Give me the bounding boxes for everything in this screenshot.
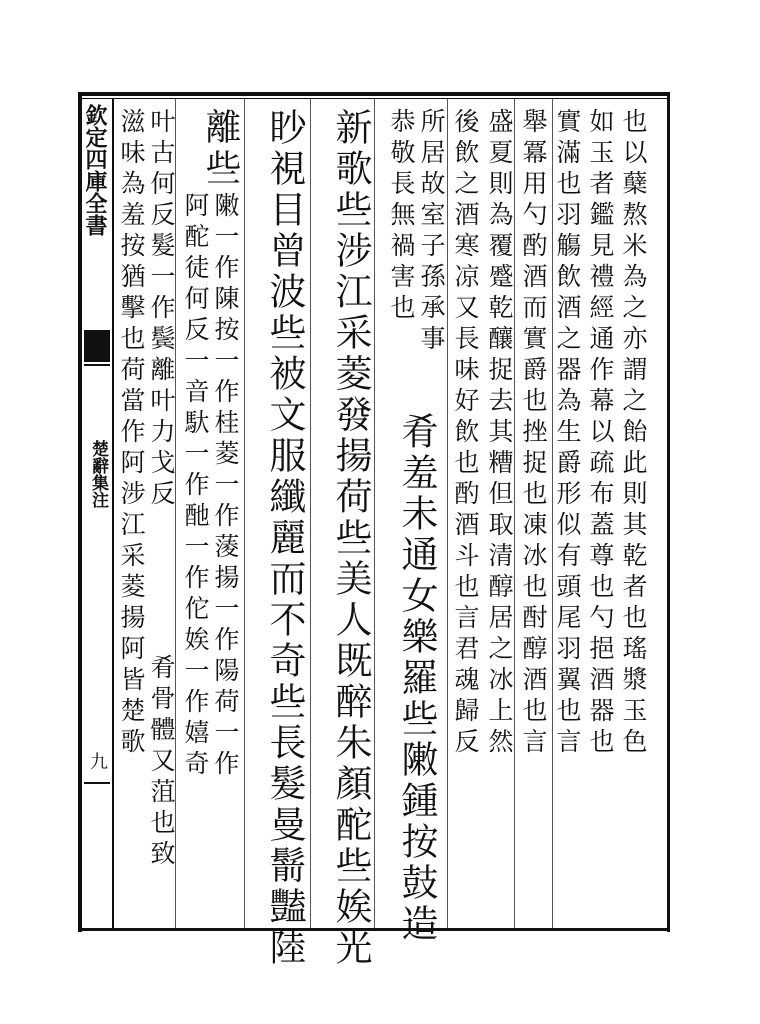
fishtail-line [84,364,110,366]
book-title: 楚辭集注 [88,440,108,508]
column-rule [514,99,515,928]
text-column-11: 眇視目曾波些被文服纖麗而不奇些長髮曼鬋豔陸 [263,108,306,969]
text-column-14: 阿酡徒何反一音馱一作酏一作佗娭一作嬉奇 [181,192,210,781]
text-column-16: 肴骨體又菹也致 [147,654,176,871]
text-column-5: 盛夏則為覆蹙乾釀捉去其糟但取清醇居之冰上然 [485,108,514,759]
text-column-3: 實滿也羽觴飲酒之器為生爵形似有頭尾羽翼也言 [553,108,582,759]
text-column-2: 如玉者鑑見禮經通作幕以疏布蓋尊也勺挹酒器也 [586,108,615,759]
text-column-12: 離些 [200,108,241,190]
text-column-15: 叶古何反髮一作鬓離叶力戈反 [147,108,176,511]
column-rule [244,99,245,928]
frame-top-border [78,92,670,96]
page-number: 九 [87,752,108,770]
frame-right-border [667,92,670,932]
text-column-4: 舉冪用勺酌酒而實爵也挫捉也凍冰也酎醇酒也言 [519,108,548,759]
text-column-17: 滋味為羞按猶擊也荷當作阿涉江采菱揚阿皆楚歌 [117,108,146,759]
column-rule [447,99,448,928]
column-rule [374,99,375,928]
frame-bottom-border [78,928,670,931]
collection-title: 欽定四庫全書 [82,104,108,236]
margin-rule [112,99,114,928]
text-column-9: 肴羞未通女樂羅些敶鍾按鼓造 [395,412,438,945]
fishtail-mark [84,330,110,362]
text-column-13: 敶一作陳按一作桂菱一作蔆揚一作陽荷一作 [211,192,240,781]
text-column-8: 恭敬長無禍害也 [387,108,416,325]
text-column-7: 所居故室子孫承事 [417,108,446,356]
column-rule [310,99,311,928]
page-number-rule [84,782,110,784]
text-column-6: 後飲之酒寒凉又長味好飲也酌酒斗也言君魂歸反 [451,108,480,759]
text-column-10: 新歌些涉江采菱發揚荷些美人既醉朱顏酡些娭光 [329,108,372,969]
text-column-1: 也以蘖熬米為之亦謂之飴此則其乾者也瑤漿玉色 [619,108,648,759]
